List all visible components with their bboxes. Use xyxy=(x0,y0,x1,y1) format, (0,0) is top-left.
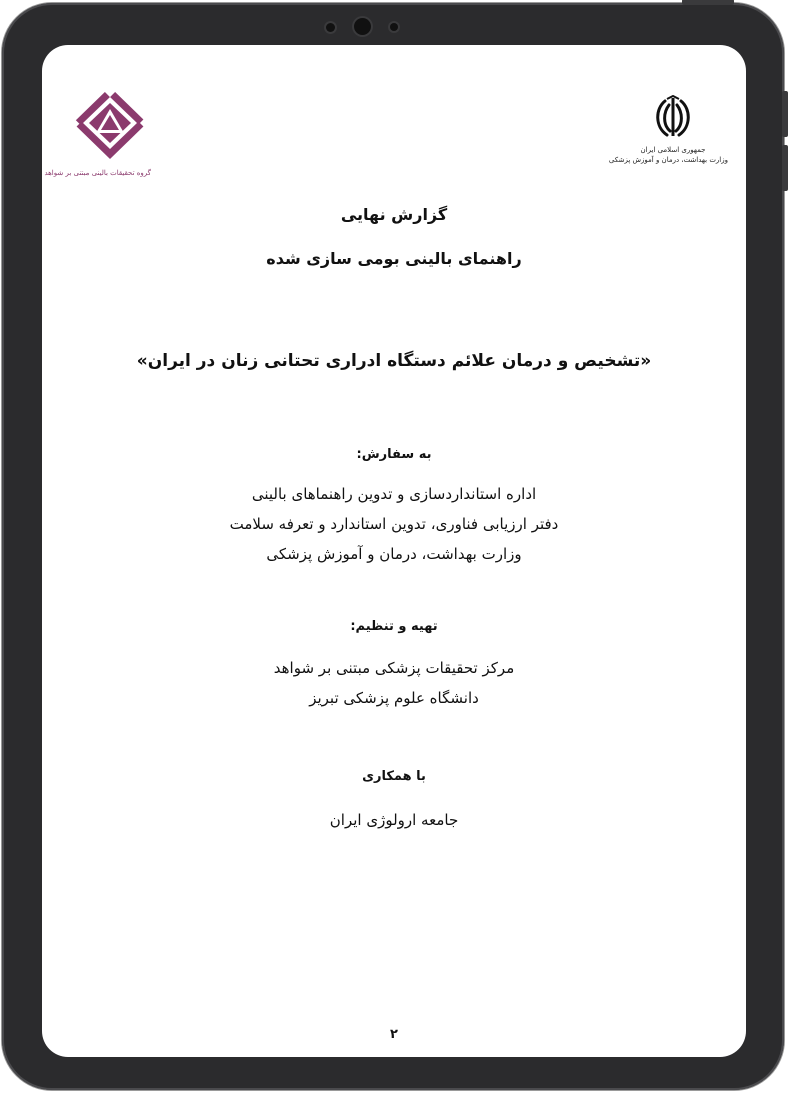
emblem-caption-line1: جمهوری اسلامی ایران xyxy=(640,146,706,154)
tablet-frame xyxy=(2,3,784,1090)
triangle-diamond-seal-icon xyxy=(69,85,151,165)
volume-up-button xyxy=(782,91,788,137)
camera-icon xyxy=(354,18,371,35)
commission-line: اداره استانداردسازی و تدوین راهنماهای بالینی xyxy=(251,485,537,503)
light-sensor-icon xyxy=(390,23,398,31)
research-center-logo xyxy=(44,85,151,185)
emblem-caption-line2: وزارت بهداشت، درمان و آموزش پزشکی xyxy=(608,156,728,164)
document-page xyxy=(42,45,746,1057)
ministry-logo xyxy=(608,95,728,180)
commission-line: دفتر ارزیابی فناوری، تدوین استاندارد و تعرفه سلامت xyxy=(229,515,559,533)
iran-emblem-icon xyxy=(651,95,695,141)
prepared-line: مرکز تحقیقات پزشکی مبتنی بر شواهد xyxy=(273,659,515,677)
prepared-line: دانشگاه علوم پزشکی تبریز xyxy=(309,689,479,707)
page-number: ۲ xyxy=(390,1027,398,1042)
volume-down-button xyxy=(782,145,788,191)
power-button xyxy=(682,0,734,5)
sensor-icon xyxy=(326,23,335,32)
report-title: گزارش نهایی xyxy=(340,205,448,224)
collaboration-heading: با همکاری xyxy=(362,769,426,784)
report-subtitle: راهنمای بالینی بومی سازی شده xyxy=(266,249,522,268)
collaboration-line: جامعه ارولوژی ایران xyxy=(329,811,459,829)
commission-line: وزارت بهداشت، درمان و آموزش پزشکی xyxy=(266,545,522,563)
commission-heading: به سفارش: xyxy=(356,447,432,462)
prepared-heading: تهیه و تنظیم: xyxy=(350,619,438,634)
seal-caption: گروه تحقیقات بالینی مبتنی بر شواهد xyxy=(44,169,151,177)
main-title: «تشخیص و درمان علائم دستگاه ادراری تحتانی زنان در ایران» xyxy=(136,351,652,371)
